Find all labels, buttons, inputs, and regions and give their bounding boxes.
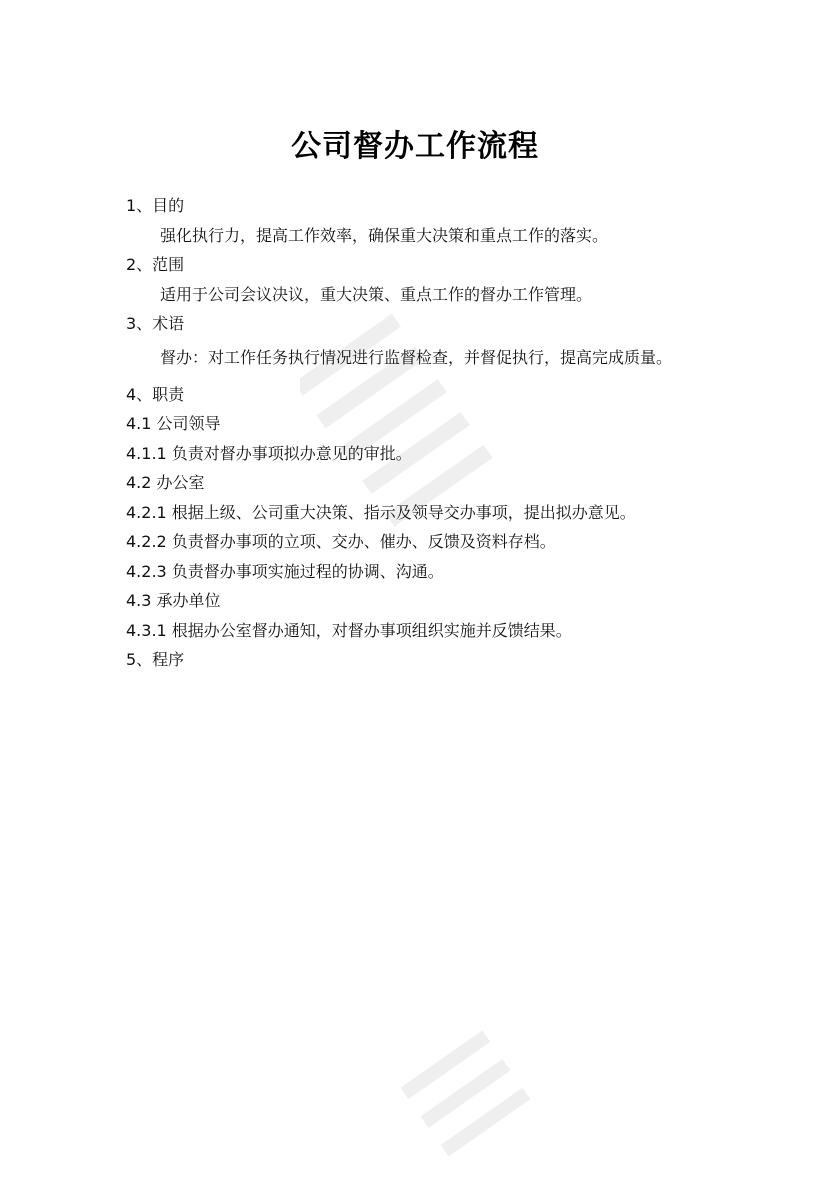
watermark-mark-bottom bbox=[390, 1020, 550, 1180]
subsection-heading-office: 4.2 办公室 bbox=[126, 473, 205, 492]
clause-4-3-1: 4.3.1 根据办公室督办通知，对督办事项组织实施并反馈结果。 bbox=[126, 621, 572, 640]
section-heading-procedure: 5、程序 bbox=[126, 650, 185, 669]
document-title: 公司督办工作流程 bbox=[291, 129, 539, 164]
section-heading-scope: 2、范围 bbox=[126, 255, 185, 274]
subsection-heading-leaders: 4.1 公司领导 bbox=[126, 414, 221, 433]
section-body-purpose: 强化执行力，提高工作效率，确保重大决策和重点工作的落实。 bbox=[160, 226, 609, 245]
subsection-heading-units: 4.3 承办单位 bbox=[126, 591, 221, 610]
section-body-terms: 督办：对工作任务执行情况进行监督检查，并督促执行，提高完成质量。 bbox=[160, 348, 673, 367]
section-heading-duties: 4、职责 bbox=[126, 385, 185, 404]
clause-4-1-1: 4.1.1 负责对督办事项拟办意见的审批。 bbox=[126, 444, 412, 463]
clause-4-2-3: 4.2.3 负责督办事项实施过程的协调、沟通。 bbox=[126, 562, 444, 581]
section-body-scope: 适用于公司会议决议，重大决策、重点工作的督办工作管理。 bbox=[160, 285, 593, 304]
section-heading-terms: 3、术语 bbox=[126, 314, 185, 333]
section-heading-purpose: 1、目的 bbox=[126, 196, 185, 215]
clause-4-2-2: 4.2.2 负责督办事项的立项、交办、催办、反馈及资料存档。 bbox=[126, 532, 556, 551]
clause-4-2-1: 4.2.1 根据上级、公司重大决策、指示及领导交办事项，提出拟办意见。 bbox=[126, 503, 636, 522]
